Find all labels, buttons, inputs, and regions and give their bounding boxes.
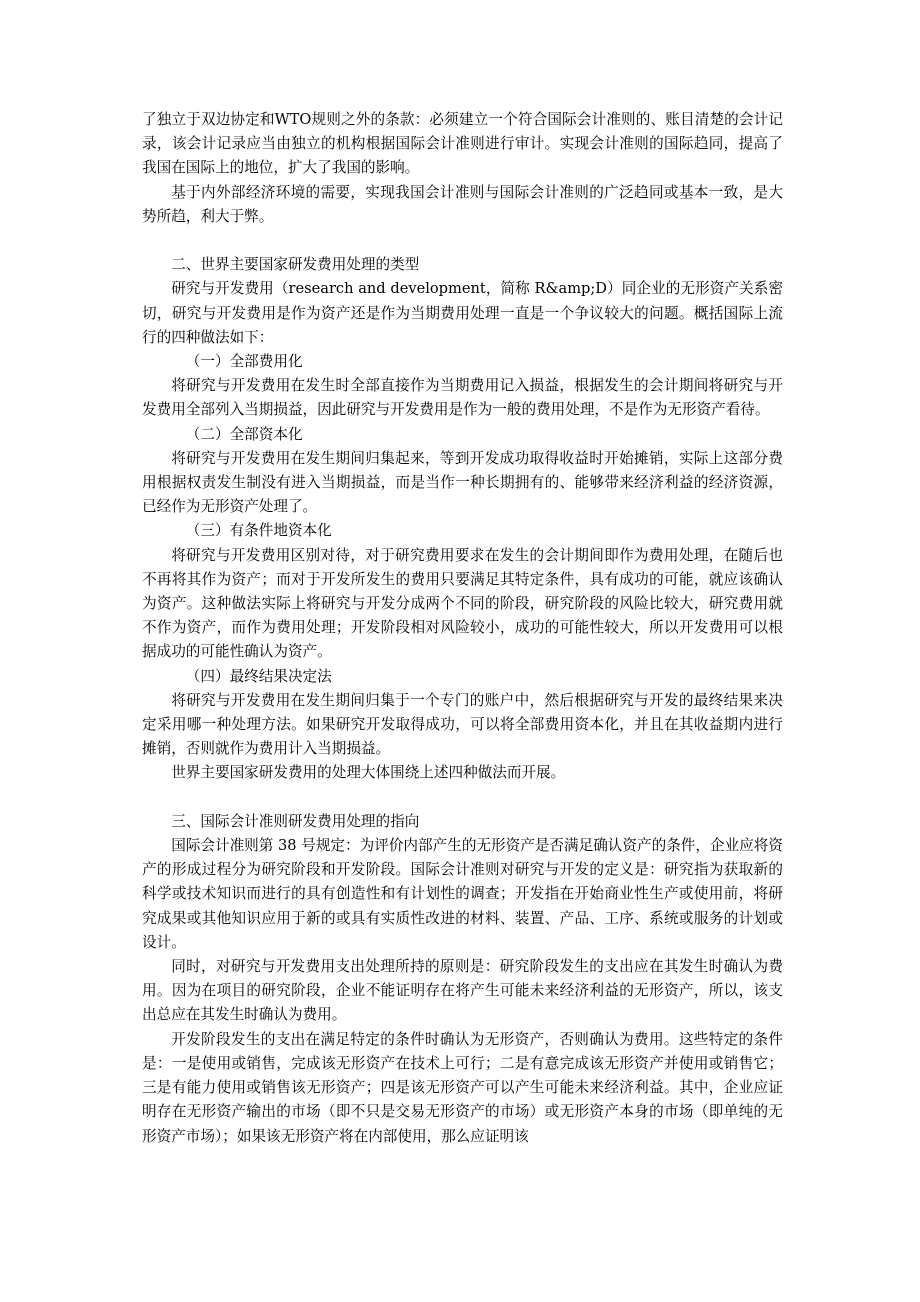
section-subheading: （一）全部费用化 (185, 353, 303, 371)
paragraph-gap (142, 786, 783, 810)
body-paragraph: 将研究与开发费用在发生期间归集于一个专门的账户中，然后根据研究与开发的最终结果来决定采用哪一种处理方法。如果研究开发取得成功，可以将全部费用资本化，并且在其收益期内进行摊销，否则就作为费用计入当期损益。 (142, 691, 783, 758)
body-paragraph: 国际会计准则第 38 号规定：为评价内部产生的无形资产是否满足确认资产的条件，企业应将资产的形成过程分为研究阶段和开发阶段。国际会计准则对研究与开发的定义是：研究指为获取新的科学或技术知识而进行的具有创造性和有计划性的调查；开发指在开始商业性生产或使用前，将研究成果或其他知识应用于新的或具有实质性改进的材料、装置、产品、工序、系统或服务的计划或设计。 (142, 837, 783, 951)
body-paragraph: 将研究与开发费用在发生时全部直接作为当期费用记入损益，根据发生的会计期间将研究与开发费用全部列入当期损益，因此研究与开发费用是作为一般的费用处理，不是作为无形资产看待。 (142, 377, 783, 419)
document-page (142, 108, 783, 1149)
section-subheading: （四）最终结果决定法 (185, 667, 332, 685)
body-paragraph: 三、国际会计准则研发费用处理的指向 (171, 812, 420, 830)
body-paragraph: 将研究与开发费用在发生期间归集起来，等到开发成功取得收益时开始摊销，实际上这部分费用根据权责发生制没有进入当期损益，而是当作一种长期拥有的、能够带来经济利益的经济资源，已经作为无形资产处理了。 (142, 449, 783, 516)
body-paragraph: 同时，对研究与开发费用支出处理所持的原则是：研究阶段发生的支出应在其发生时确认为费用。因为在项目的研究阶段，企业不能证明存在将产生可能未来经济利益的无形资产，所以，该支出总应在其发生时确认为费用。 (142, 958, 783, 1024)
body-paragraph: 世界主要国家研发费用的处理大体围绕上述四种做法而开展。 (171, 764, 566, 782)
body-paragraph: 基于内外部经济环境的需要，实现我国会计准则与国际会计准则的广泛趋同或基本一致，是大势所趋，利大于弊。 (142, 183, 783, 225)
body-paragraph: 二、世界主要国家研发费用处理的类型 (171, 256, 420, 274)
paragraph-gap (142, 229, 783, 253)
body-paragraph: 研究与开发费用（research and development，简称 R&amp;D）同企业的无形资产关系密切，研究与开发费用是作为资产还是作为当期费用处理一直是一个争议较大的问题。概括国际上流行的四种做法如下： (142, 280, 783, 346)
section-subheading: （二）全部资本化 (185, 425, 303, 443)
body-paragraph: 将研究与开发费用区别对待，对于研究费用要求在发生的会计期间即作为费用处理，在随后也不再将其作为资产；而对于开发所发生的费用只要满足其特定条件，具有成功的可能，就应该确认为资产。这种做法实际上将研究与开发分成两个不同的阶段，研究阶段的风险比较大，研究费用就不作为资产，而作为费用处理；开发阶段相对风险较小，成功的可能性较大，所以开发费用可以根据成功的可能性确认为资产。 (142, 546, 783, 661)
body-paragraph: 开发阶段发生的支出在满足特定的条件时确认为无形资产，否则确认为费用。这些特定的条件是：一是使用或销售，完成该无形资产在技术上可行；二是有意完成该无形资产并使用或销售它；三是有能力使用或销售该无形资产；四是该无形资产可以产生可能未来经济利益。其中，企业应证明存在无形资产输出的市场（即不只是交易无形资产的市场）或无形资产本身的市场（即单纯的无形资产市场）；如果该无形资产将在内部使用，那么应证明该 (142, 1030, 783, 1145)
section-subheading: （三）有条件地资本化 (185, 522, 332, 540)
body-paragraph: 了独立于双边协定和WTO规则之外的条款：必须建立一个符合国际会计准则的、账目清楚的会计记录，该会计记录应当由独立的机构根据国际会计准则进行审计。实现会计准则的国际趋同，提高了我国在国际上的地位，扩大了我国的影响。 (142, 111, 783, 177)
